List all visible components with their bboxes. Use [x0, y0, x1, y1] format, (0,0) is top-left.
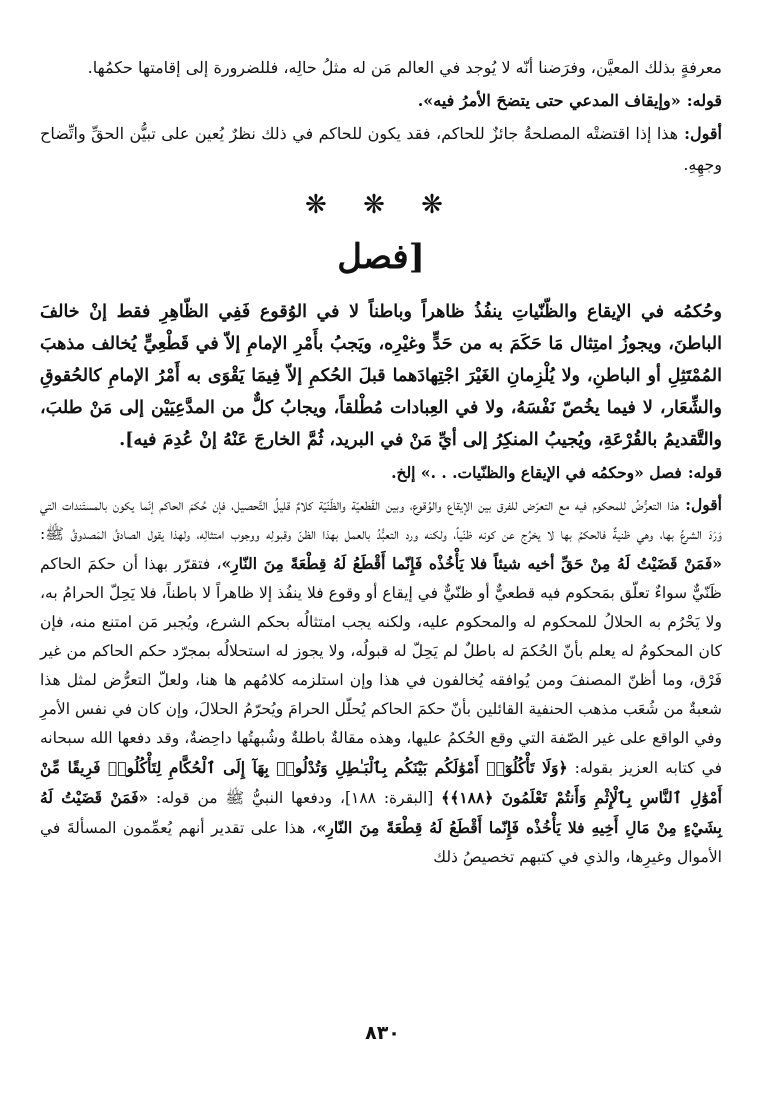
matn-block [40, 296, 722, 456]
quran-verse: ﴿وَلَا تَأْكُلُوٓا۟ أَمْوَٰلَكُم بَيْنَكُم بِٱلْبَـٰطِلِ وَتُدْلُوا۟ بِهَآ إِلَى ٱلْحُكَّامِ لِتَأْكُلُوا۟ فَرِيقًا مِّنْ أَمْوَٰلِ ٱلنَّاسِ بِٱلْإِثْمِ وَأَنتُمْ تَعْلَمُونَ ﴿١٨٨﴾﴾ [40, 758, 722, 807]
fasl-heading-wrap [40, 234, 722, 282]
matn-text: وحُكمُه في الإيقاع والظّنّياتِ ينفُذُ ظاهراً وباطناً لا في الوُقوع فَفِي الظّاهِرِ فقط إنْ خالفَ الباطنَ، ويجوزُ امتِثال مَا حَكَمَ به من حَدٍّ وغيْرِه، ويَجبُ بأَمْرِ الإمامِ إلاّ في قَطْعِيٍّ يُخالف مذهبَ المُمْتَثِلِ أو الباطنِ، ولا يُلْزِمانِ الغَيْرَ اجْتِهادَهما قبلَ الحُكمِ إلاّ فِيمَا يَقْوَى به أَمْرُ الإمامِ كالحُقوقِ والشِّعَار، لا فيما يخُصّ نَفْسَهُ، ولا في العِبادات مُطْلقاً، ويجابُ كلٌّ من المدَّعِيَيْن إلى مَنْ طلبَ، والتَّقديمُ بالقُرْعَةِ، ويُجيبُ المنكِرُ إلى أيِّ مَنْ في البريد، ثُمَّ الخارجَ عَنْهُ إنْ عُدِمَ فيه]. [40, 302, 722, 450]
quran-reference: [البقرة: ١٨٨] [344, 789, 434, 807]
qawl-1 [40, 85, 722, 116]
sharh-paragraph [40, 490, 722, 872]
aqul-1-text: هذا إذا اقتضتْه المصلحةُ جائزٌ للحاكم، فقد يكون للحاكم في ذلك نظرٌ يُعين على تبيُّن الحقِّ واتِّضاح وجهِهِ. [40, 124, 722, 174]
fasl-heading: [فصل [337, 237, 425, 277]
hadith-1: «فَمَنْ قَضَيْتُ لَهُ مِنْ حَقِّ أخيه شيئاً فلا يَأْخُذْه فَإِنّما أَقْطَعُ لَهُ قِطْعَةً مِنَ النّارِ» [221, 554, 722, 573]
aqul-2-label: أقول: [685, 495, 722, 514]
sharh-block [40, 458, 722, 872]
sharh-part-1: هذا التعرُّضُ للمحكوم فيه مع التعرّض للفرق بين الإيقاع والوُقوع، وبين القَطعيّة والظّنّيّة كلامٌ قليلُ التَّحصيل، فإن حُكمَ الحاكم إنّما يكون بالمستَندات التي وَرَدَ الشرعُ بها، وهي ظنيةٌ فالحكمُ بها لا يخرُج عن كونه ظنّياً، ولكنه ورد التعبُّدُ بالعمل بهذا الظنّ وقبولِه ووجوب امتثالِه، ولهذا يقول الصادقُ المَصدوقُ ﷺ: [40, 496, 722, 543]
qawl-2-label: قوله: [687, 463, 722, 482]
qawl-2 [40, 458, 722, 488]
qawl-2-text: فصل «وحكمُه في الإيقاع والظنّيات. . .» إلخ. [391, 463, 682, 482]
top-paragraph: معرفةٍ بذلك المعيَّن، وفرَضنا أنّه لا يُوجد في العالم مَن له مثلُ حالِه، فللضرورة إلى إقامتها حكمُها. [87, 58, 722, 77]
qawl-1-text: «وإيقاف المدعي حتى يتضحَ الأمرُ فيه». [417, 91, 681, 110]
qawl-label: قوله: [686, 91, 722, 110]
aqul-label: أقول: [684, 124, 722, 143]
sharh-part-3: ، ودفعها النبيُّ ﷺ من قوله: [156, 789, 345, 807]
page-number: ٨٣٠ [365, 1022, 400, 1044]
hadith-2: «فَمَنْ قَضَيْتُ لَهُ بِشَيْءٍ مِنْ مَالِ أَخِيهِ فلا يَأْخُذْه فَإِنّما أَقْطَعُ لَهُ قِطْعَةً مِنَ النّارِ» [40, 788, 722, 837]
sharh-part-4: ، هذا على تقدير أنهم يُعمِّمون المسألةَ في الأموال وغيرِها، والذي في كتبهم تخصيصُ ذلك [40, 819, 722, 866]
sharh-part-2: ، فتقرّر بهذا أن حكمَ الحاكم ظَنّيٌّ سواءٌ تعلّق بمَحكوم فيه قطعيٌّ أو ظنّيٌّ في إيقاع أو وقوع فلا ينفُذ إلا ظاهراً لا باطناً، فلا يَحِلّ الحرامُ به، ولا يَحْرُم به الحلالُ للمحكوم له والمحكوم عليه، ولكنه يجب امتثالُه بحكم الشرع، ويُجبر مَن امتنع منه، فإن كان المحكومُ له يعلم بأنّ الحُكمَ له باطلٌ لم يَحِلّ له قبولُه، ولا يجوز له استحلالُه بمجرّد حكم الحاكم من غير فَرْق، وما أظنّ المصنفَ ومن يُوافقه يُخالفون في هذا وإن استلزمه كلامُهم ها هنا، ولعلّ التعرُّض لمثل هذا شعبةٌ من شُعَب مذهب الحنفية القائلين بأنّ حكمَ الحاكم يُحلّل الحرامَ ويُحرّمُ الحلالَ، وإن كان في نفس الأمرِ وفي الواقع على غير الصّفة التي وقع الحُكمُ عليها، وهذه مقالةٌ باطلةٌ وشُبهتُها داحِضةٌ، وقد دفعها الله سبحانه في كتابه العزيز بقوله: [40, 555, 722, 777]
page-body [40, 52, 722, 872]
section-separator-stars: ❋ ❋ ❋ [305, 190, 457, 220]
aqul-1 [40, 118, 722, 180]
